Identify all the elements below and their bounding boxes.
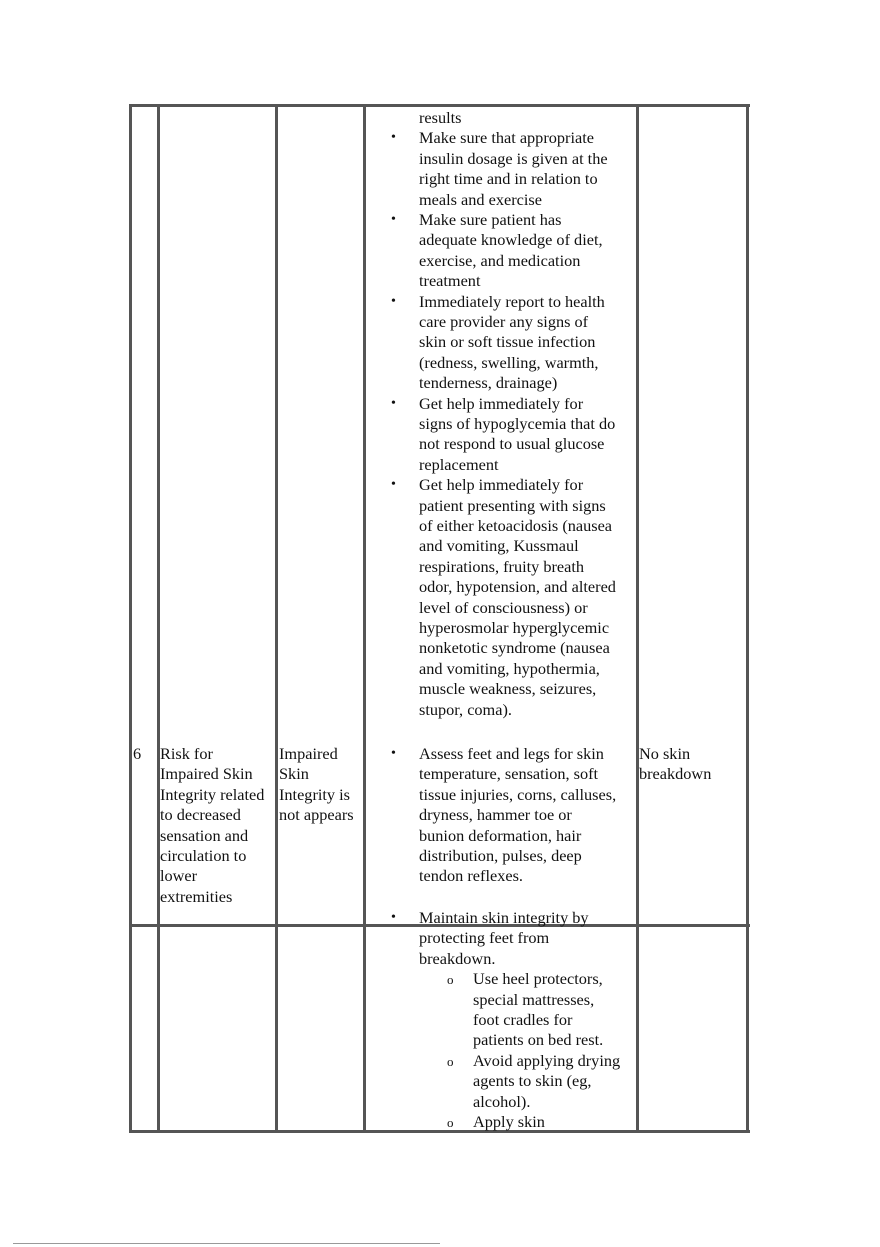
sub-intervention-line: Avoid applying drying [473,1050,621,1070]
intervention-line: adequate knowledge of diet, [419,230,603,250]
column-border-3-bottom [363,924,366,1133]
sub-intervention-line: agents to skin (eg, [473,1071,592,1091]
bullet-marker: • [391,746,396,761]
intervention-line: Make sure patient has [419,210,562,229]
row-number: 6 [133,744,142,763]
intervention-line: patient presenting with signs [419,495,606,515]
sub-intervention-line: foot cradles for [473,1010,573,1029]
diagnosis-line: to decreased [160,805,241,825]
intervention-line: dryness, hammer toe or [419,805,572,825]
intervention-line: meals and exercise [419,189,542,209]
column-border-1-bottom [157,924,160,1133]
intervention-line: bunion deformation, hair [419,825,582,845]
bullet-marker: • [391,395,396,411]
column-border-0-bottom [129,924,132,1133]
intervention-line: exercise, and medication [419,250,581,270]
intervention-line: care provider any signs of [419,312,589,331]
bullet-marker: • [391,212,396,227]
sub-intervention-line: Use heel protectors, [473,969,603,989]
diagnosis-line: sensation and [160,825,249,845]
sub-intervention-line: special mattresses, [473,989,595,1009]
intervention-line: hyperosmolar hyperglycemic [419,618,610,637]
intervention-line: distribution, pulses, deep [419,846,582,865]
bullet-marker: • [391,130,396,146]
column-border-4-top [636,104,639,925]
intervention-line: level of consciousness) or [419,597,588,617]
diagnosis-line: lower [160,866,198,886]
intervention-line: breakdown. [419,948,496,968]
sub-bullet-marker: o [447,1053,454,1069]
intervention-line: of either ketoacidosis (nausea [419,516,613,535]
column-border-2-bottom [275,924,278,1133]
diagnosis-line: circulation to [160,846,247,865]
intervention-line: Immediately report to health [419,291,605,311]
evaluation-line: No skin [639,744,691,763]
intervention-line: tendon reflexes. [419,866,523,886]
sub-bullet-marker: o [447,972,454,988]
diagnosis-line: extremities [160,886,233,906]
intervention-line: tissue injuries, corns, calluses, [419,784,617,804]
intervention-line: Get help immediately for [419,475,584,495]
bullet-marker: • [391,477,396,493]
intervention-line: Maintain skin integrity by [419,908,589,927]
intervention-line: and vomiting, hypothermia, [419,658,600,678]
intervention-line: Get help immediately for [419,393,584,413]
table-bottom-border [129,1130,750,1133]
intervention-line: nonketotic syndrome (nausea [419,638,610,658]
intervention-line: not respond to usual glucose [419,434,605,454]
column-border-3-top [363,104,366,925]
intervention-line: tenderness, drainage) [419,373,558,393]
intervention-line: odor, hypotension, and altered [419,577,616,597]
intervention-line: muscle weakness, seizures, [419,679,597,699]
intervention-line: respirations, fruity breath [419,556,585,576]
intervention-line: Make sure that appropriate [419,128,594,148]
diagnosis-line: Risk for [160,744,213,763]
diagnosis-line: Integrity related [160,784,265,804]
sub-bullet-marker: o [447,1115,454,1130]
column-border-5-bottom [746,924,749,1133]
sub-intervention-line: Apply skin [473,1112,545,1131]
column-border-0-top [129,104,132,925]
intervention-line: insulin dosage is given at the [419,148,608,168]
sub-intervention-line: patients on bed rest. [473,1030,604,1050]
intervention-line: replacement [419,454,499,474]
intervention-line: right time and in relation to [419,169,598,189]
column-border-2-top [275,104,278,925]
goal-line: Impaired [279,744,338,763]
intervention-line: protecting feet from [419,928,550,948]
intervention-line: treatment [419,271,481,291]
column-border-4-bottom [636,924,639,1133]
bullet-marker: • [391,293,396,309]
intervention-line: skin or soft tissue infection [419,332,596,352]
bullet-marker: • [391,910,396,925]
goal-line: not appears [279,805,354,825]
intervention-line: Assess feet and legs for skin [419,744,604,763]
table-top-border [129,104,750,107]
footnote-rule [13,1243,440,1244]
care-plan-table [129,104,750,1134]
intervention-line: results [419,108,462,127]
intervention-line: signs of hypoglycemia that do [419,414,616,433]
intervention-line: stupor, coma). [419,699,512,719]
diagnosis-line: Impaired Skin [160,764,253,784]
goal-line: Integrity is [279,784,350,804]
sub-intervention-line: alcohol). [473,1091,531,1111]
evaluation-line: breakdown [639,764,712,784]
goal-line: Skin [279,764,309,784]
intervention-line: and vomiting, Kussmaul [419,536,579,556]
intervention-line: temperature, sensation, soft [419,764,599,784]
intervention-line: (redness, swelling, warmth, [419,352,599,372]
column-border-5-top [746,104,749,925]
